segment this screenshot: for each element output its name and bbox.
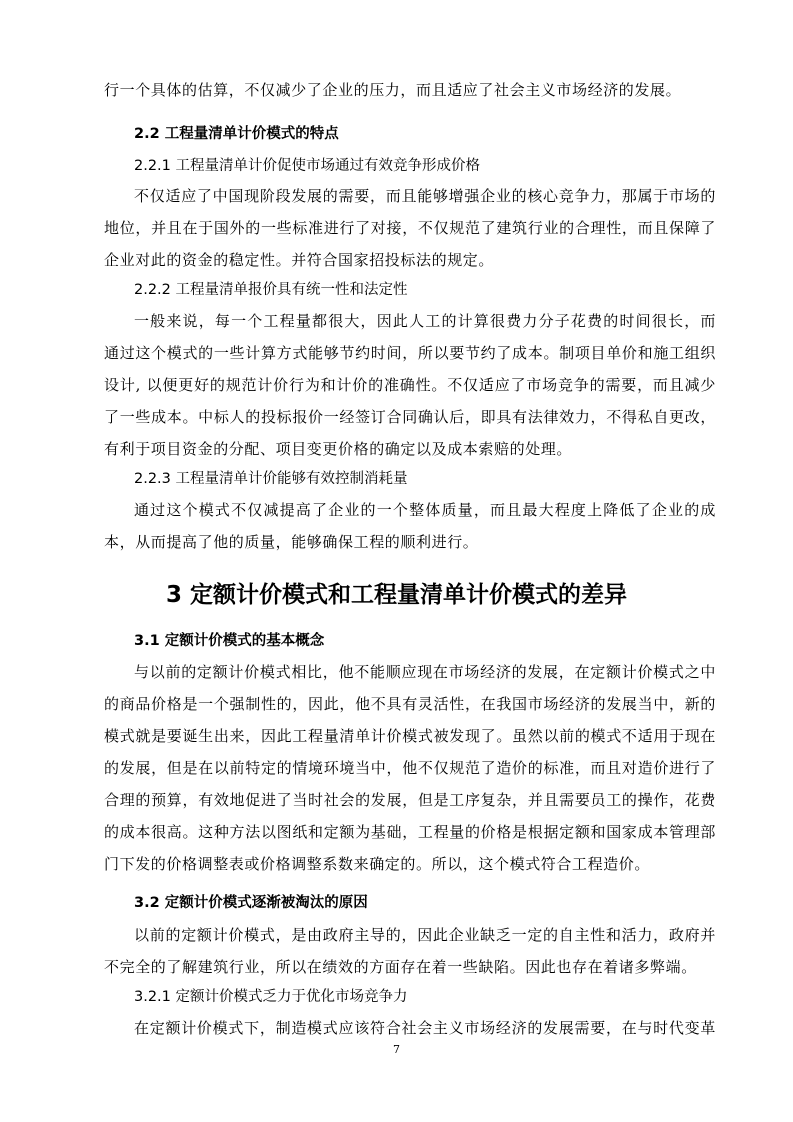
body-line: 本，从而提高了他的质量，能够确保工程的顺利进行。 (104, 533, 479, 551)
body-line: 地位，并且在于国外的一些标准进行了对接，不仅规范了建筑行业的合理性，而且保障了 (104, 219, 716, 237)
body-line: 了一些成本。中标人的投标报价一经签订合同确认后，即具有法律效力，不得私自更改， (104, 408, 716, 426)
body-line: 有利于项目资金的分配、项目变更价格的确定以及成本索赔的处理。 (104, 440, 573, 458)
body-line: 的成本很高。这种方法以图纸和定额为基础，工程量的价格是根据定额和国家成本管理部 (104, 823, 716, 841)
body-line: 模式就是要诞生出来，因此工程量清单计价模式被发现了。虽然以前的模式不适用于现在 (104, 727, 716, 745)
section-heading-3-1: 3.1 定额计价模式的基本概念 (134, 633, 325, 649)
body-line: 与以前的定额计价模式相比，他不能顺应现在市场经济的发展，在定额计价模式之中 (134, 663, 716, 681)
subsection-heading-3-2-1: 3.2.1 定额计价模式乏力于优化市场竞争力 (134, 989, 408, 1005)
body-line: 企业对此的资金的稳定性。并符合国家招投标法的规定。 (104, 251, 495, 269)
body-line: 行一个具体的估算，不仅减少了企业的压力，而且适应了社会主义市场经济的发展。 (104, 81, 682, 99)
body-line: 在定额计价模式下，制造模式应该符合社会主义市场经济的发展需要，在与时代变革 (134, 1019, 716, 1037)
body-line: 的商品价格是一个强制性的，因此，他不具有灵活性，在我国市场经济的发展当中，新的 (104, 695, 716, 713)
page-number: 7 (393, 1043, 400, 1056)
body-line: 门下发的价格调整表或价格调整系数来确定的。所以，这个模式符合工程造价。 (104, 855, 651, 873)
body-line: 不完全的了解建筑行业，所以在绩效的方面存在着一些缺陷。因此也存在着诸多弊端。 (104, 958, 697, 976)
subsection-heading-2-2-2: 2.2.2 工程量清单报价具有统一性和法定性 (134, 282, 408, 298)
body-line: 通过这个模式不仅减提高了企业的一个整体质量，而且最大程度上降低了企业的成 (134, 501, 716, 519)
body-line: 通过这个模式的一些计算方式能够节约时间，所以要节约了成本。制项目单价和施工组织 (104, 344, 716, 362)
subsection-heading-2-2-3: 2.2.3 工程量清单计价能够有效控制消耗量 (134, 471, 408, 487)
subsection-heading-2-2-1: 2.2.1 工程量清单计价促使市场通过有效竞争形成价格 (134, 158, 481, 174)
section-heading-3-2: 3.2 定额计价模式逐渐被淘汰的原因 (134, 895, 368, 911)
body-line: 一般来说，每一个工程量都很大，因此人工的计算很费力分子花费的时间很长，而 (134, 312, 716, 330)
chapter-heading-3: 3 定额计价模式和工程量清单计价模式的差异 (165, 582, 627, 608)
body-line: 合理的预算，有效地促进了当时社会的发展，但是工序复杂，并且需要员工的操作，花费 (104, 791, 716, 809)
body-line: 设计, 以便更好的规范计价行为和计价的准确性。不仅适应了市场竞争的需要，而且减少 (104, 376, 716, 394)
section-heading-2-2: 2.2 工程量清单计价模式的特点 (134, 126, 339, 142)
body-line: 的发展，但是在以前特定的情境环境当中，他不仅规范了造价的标准，而且对造价进行了 (104, 759, 716, 777)
body-line: 以前的定额计价模式，是由政府主导的，因此企业缺乏一定的自主性和活力，政府并 (134, 926, 716, 944)
body-line: 不仅适应了中国现阶段发展的需要，而且能够增强企业的核心竞争力，那属于市场的 (134, 187, 716, 205)
